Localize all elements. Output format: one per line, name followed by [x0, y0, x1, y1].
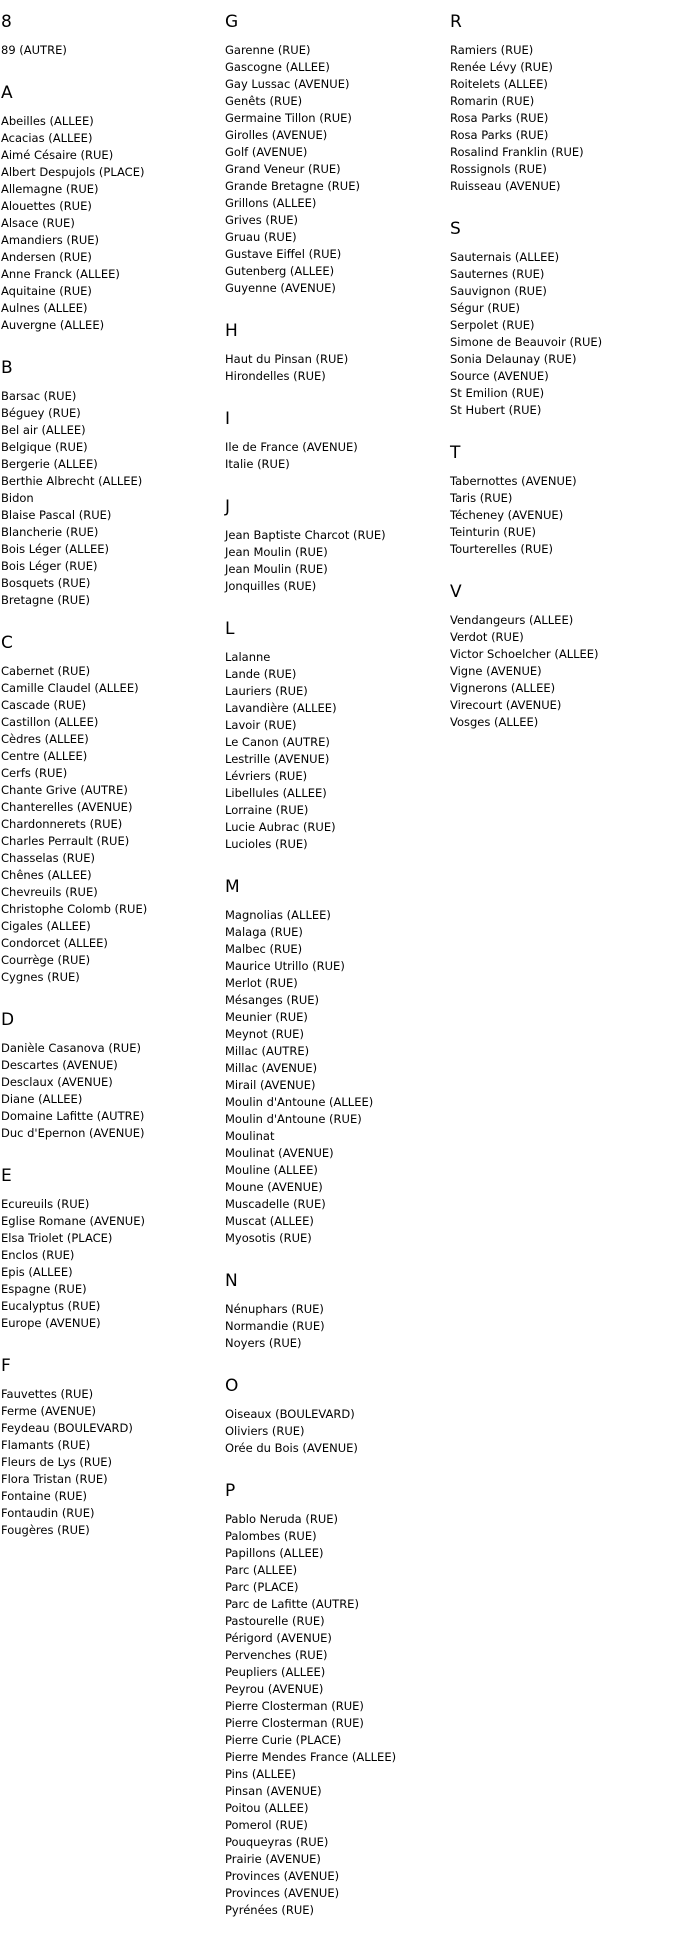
street-entry: Castillon (ALLEE): [1, 715, 99, 729]
street-entry: Vigne (AVENUE): [450, 664, 542, 678]
street-entry: Cygnes (RUE): [1, 970, 80, 984]
street-entry: Oiseaux (BOULEVARD): [225, 1407, 355, 1421]
street-entry: Elsa Triolet (PLACE): [1, 1231, 113, 1245]
street-entry: Girolles (AVENUE): [225, 128, 328, 142]
street-entry: Lorraine (RUE): [225, 803, 309, 817]
street-entry: Pinsan (AVENUE): [225, 1784, 322, 1798]
street-entry: Meunier (RUE): [225, 1010, 308, 1024]
letter-section: [1, 358, 221, 609]
street-entry: Prairie (AVENUE): [225, 1852, 321, 1866]
street-entry: Cascade (RUE): [1, 698, 87, 712]
street-entry: Sonia Delaunay (RUE): [450, 352, 577, 366]
street-entry: Duc d'Epernon (AVENUE): [1, 1126, 145, 1140]
street-entry: Mirail (AVENUE): [225, 1078, 316, 1092]
street-entry: Ferme (AVENUE): [1, 1404, 97, 1418]
street-entry: Bois Léger (RUE): [1, 559, 98, 573]
street-entry: Cerfs (RUE): [1, 766, 68, 780]
street-entry: Meynot (RUE): [225, 1027, 304, 1041]
street-entry: Le Canon (AUTRE): [225, 735, 330, 749]
street-entry: Germaine Tillon (RUE): [225, 111, 352, 125]
street-entry: Rossignols (RUE): [450, 162, 547, 176]
street-entry: Camille Claudel (ALLEE): [1, 681, 139, 695]
letter-section: [225, 321, 445, 385]
street-entry: Myosotis (RUE): [225, 1231, 312, 1245]
street-entry: Fougères (RUE): [1, 1523, 90, 1537]
section-letter-heading: D: [1, 1010, 15, 1030]
street-entry: Muscadelle (RUE): [225, 1197, 326, 1211]
street-entry: Berthie Albrecht (ALLEE): [1, 474, 143, 488]
section-letter-heading: O: [225, 1376, 239, 1396]
street-entry: Enclos (RUE): [1, 1248, 75, 1262]
street-entry: Jean Moulin (RUE): [225, 562, 328, 576]
street-entry: Source (AVENUE): [450, 369, 549, 383]
street-entry: Lavoir (RUE): [225, 718, 297, 732]
street-entry: Ile de France (AVENUE): [225, 440, 358, 454]
section-letter-heading: F: [1, 1356, 11, 1376]
section-letter-heading: 8: [1, 12, 12, 32]
street-entry: Pins (ALLEE): [225, 1767, 296, 1781]
street-entry: Pomerol (RUE): [225, 1818, 308, 1832]
street-entry: Garenne (RUE): [225, 43, 311, 57]
street-entry: Provinces (AVENUE): [225, 1869, 340, 1883]
street-entry: Grillons (ALLEE): [225, 196, 317, 210]
letter-section: [225, 1481, 445, 1919]
street-entry: Chasselas (RUE): [1, 851, 95, 865]
street-entry: Mésanges (RUE): [225, 993, 319, 1007]
street-entry: Ségur (RUE): [450, 301, 520, 315]
street-entry: Pierre Closterman (RUE): [225, 1699, 364, 1713]
letter-section: [225, 1271, 445, 1352]
street-entry: Aulnes (ALLEE): [1, 301, 88, 315]
street-entry: Lavandière (ALLEE): [225, 701, 337, 715]
street-entry: Chevreuils (RUE): [1, 885, 98, 899]
street-entry: Domaine Lafitte (AUTRE): [1, 1109, 145, 1123]
street-entry: Blancherie (RUE): [1, 525, 99, 539]
street-entry: Tourterelles (RUE): [450, 542, 554, 556]
street-entry: Béguey (RUE): [1, 406, 81, 420]
street-entry: Sauternais (ALLEE): [450, 250, 560, 264]
street-entry: Cigales (ALLEE): [1, 919, 91, 933]
street-entry: Noyers (RUE): [225, 1336, 302, 1350]
letter-section: [225, 877, 445, 1247]
street-entry: Moulinat (AVENUE): [225, 1146, 334, 1160]
street-entry: Normandie (RUE): [225, 1319, 325, 1333]
section-letter-heading: T: [450, 443, 461, 463]
street-entry: Chante Grive (AUTRE): [1, 783, 128, 797]
letter-section: [1, 83, 221, 334]
street-entry: St Emilion (RUE): [450, 386, 545, 400]
street-entry: Jonquilles (RUE): [225, 579, 317, 593]
street-entry: Andersen (RUE): [1, 250, 92, 264]
index-column-2: [225, 12, 445, 1943]
section-letter-heading: A: [1, 83, 13, 103]
street-entry: Epis (ALLEE): [1, 1265, 73, 1279]
street-entry: Eucalyptus (RUE): [1, 1299, 101, 1313]
street-entry: Pyrénées (RUE): [225, 1903, 315, 1917]
letter-section: [225, 1376, 445, 1457]
street-entry: Bosquets (RUE): [1, 576, 91, 590]
letter-section: [225, 12, 445, 297]
street-entry: Desclaux (AVENUE): [1, 1075, 113, 1089]
street-entry: Ruisseau (AVENUE): [450, 179, 561, 193]
street-entry: Teinturin (RUE): [450, 525, 536, 539]
street-entry: Victor Schoelcher (ALLEE): [450, 647, 599, 661]
street-entry: Belgique (RUE): [1, 440, 88, 454]
index-column-1: [1, 12, 221, 1563]
street-entry: Millac (AUTRE): [225, 1044, 310, 1058]
street-entry: Pervenches (RUE): [225, 1648, 328, 1662]
street-entry: Ecureuils (RUE): [1, 1197, 90, 1211]
street-entry: Auvergne (ALLEE): [1, 318, 105, 332]
street-entry: Feydeau (BOULEVARD): [1, 1421, 133, 1435]
street-entry: Mouline (ALLEE): [225, 1163, 318, 1177]
street-entry: Rosa Parks (RUE): [450, 128, 549, 142]
street-entry: Flamants (RUE): [1, 1438, 91, 1452]
street-entry: Sauvignon (RUE): [450, 284, 547, 298]
street-entry: Serpolet (RUE): [450, 318, 535, 332]
street-entry: Bretagne (RUE): [1, 593, 90, 607]
street-entry: Alsace (RUE): [1, 216, 75, 230]
street-entry: Virecourt (AVENUE): [450, 698, 562, 712]
street-entry: Maurice Utrillo (RUE): [225, 959, 345, 973]
street-entry: Charles Perrault (RUE): [1, 834, 130, 848]
street-entry: Périgord (AVENUE): [225, 1631, 332, 1645]
letter-section: [1, 12, 221, 59]
section-letter-heading: B: [1, 358, 13, 378]
letter-section: [225, 409, 445, 473]
street-entry: Danièle Casanova (RUE): [1, 1041, 141, 1055]
street-entry: Taris (RUE): [450, 491, 513, 505]
street-entry: Gay Lussac (AVENUE): [225, 77, 350, 91]
street-entry: Muscat (ALLEE): [225, 1214, 314, 1228]
street-entry: Acacias (ALLEE): [1, 131, 93, 145]
street-entry: St Hubert (RUE): [450, 403, 542, 417]
street-entry: Haut du Pinsan (RUE): [225, 352, 349, 366]
street-entry: Lucioles (RUE): [225, 837, 308, 851]
street-entry: Pablo Neruda (RUE): [225, 1512, 338, 1526]
street-entry: Parc de Lafitte (AUTRE): [225, 1597, 359, 1611]
street-entry: Chardonnerets (RUE): [1, 817, 123, 831]
section-letter-heading: H: [225, 321, 238, 341]
street-entry: Gascogne (ALLEE): [225, 60, 330, 74]
section-letter-heading: M: [225, 877, 240, 897]
street-entry: Gruau (RUE): [225, 230, 297, 244]
street-entry: Espagne (RUE): [1, 1282, 87, 1296]
street-entry: Alouettes (RUE): [1, 199, 92, 213]
street-entry: 89 (AUTRE): [1, 43, 67, 57]
letter-section: [225, 497, 445, 595]
street-entry: Simone de Beauvoir (RUE): [450, 335, 603, 349]
letter-section: [450, 12, 670, 195]
street-entry: Cabernet (RUE): [1, 664, 91, 678]
street-entry: Tabernottes (AVENUE): [450, 474, 577, 488]
street-entry: Pierre Curie (PLACE): [225, 1733, 342, 1747]
street-entry: Abeilles (ALLEE): [1, 114, 94, 128]
street-entry: Grande Bretagne (RUE): [225, 179, 360, 193]
street-entry: Bois Léger (ALLEE): [1, 542, 109, 556]
street-entry: Grand Veneur (RUE): [225, 162, 341, 176]
street-entry: Anne Franck (ALLEE): [1, 267, 120, 281]
street-entry: Gustave Eiffel (RUE): [225, 247, 342, 261]
street-entry: Peyrou (AVENUE): [225, 1682, 324, 1696]
street-entry: Pierre Closterman (RUE): [225, 1716, 364, 1730]
street-entry: Bidon: [1, 491, 34, 505]
street-entry: Sauternes (RUE): [450, 267, 545, 281]
street-entry: Lalanne: [225, 650, 271, 664]
street-entry: Nénuphars (RUE): [225, 1302, 324, 1316]
street-entry: Gutenberg (ALLEE): [225, 264, 335, 278]
street-entry: Flora Tristan (RUE): [1, 1472, 108, 1486]
section-letter-heading: S: [450, 219, 461, 239]
street-entry: Pastourelle (RUE): [225, 1614, 325, 1628]
street-entry: Cèdres (ALLEE): [1, 732, 89, 746]
street-entry: Vosges (ALLEE): [450, 715, 539, 729]
street-entry: Lestrille (AVENUE): [225, 752, 330, 766]
street-entry: Rosa Parks (RUE): [450, 111, 549, 125]
street-entry: Pouqueyras (RUE): [225, 1835, 329, 1849]
letter-section: [1, 1166, 221, 1332]
street-entry: Poitou (ALLEE): [225, 1801, 309, 1815]
section-letter-heading: R: [450, 12, 462, 32]
index-column-3: [450, 12, 670, 755]
letter-section: [450, 582, 670, 731]
street-entry: Albert Despujols (PLACE): [1, 165, 145, 179]
street-entry: Moulin d'Antoune (ALLEE): [225, 1095, 374, 1109]
street-entry: Magnolias (ALLEE): [225, 908, 331, 922]
street-entry: Descartes (AVENUE): [1, 1058, 118, 1072]
street-entry: Merlot (RUE): [225, 976, 298, 990]
street-entry: Barsac (RUE): [1, 389, 77, 403]
street-entry: Grives (RUE): [225, 213, 299, 227]
street-entry: Diane (ALLEE): [1, 1092, 83, 1106]
section-letter-heading: I: [225, 409, 231, 429]
section-letter-heading: V: [450, 582, 462, 602]
street-entry: Italie (RUE): [225, 457, 290, 471]
street-entry: Técheney (AVENUE): [450, 508, 564, 522]
letter-section: [450, 219, 670, 419]
street-entry: Parc (PLACE): [225, 1580, 299, 1594]
street-entry: Libellules (ALLEE): [225, 786, 327, 800]
street-entry: Christophe Colomb (RUE): [1, 902, 148, 916]
street-entry: Ramiers (RUE): [450, 43, 534, 57]
street-entry: Courrège (RUE): [1, 953, 91, 967]
street-entry: Papillons (ALLEE): [225, 1546, 324, 1560]
section-letter-heading: G: [225, 12, 239, 32]
street-entry: Bel air (ALLEE): [1, 423, 86, 437]
street-entry: Aquitaine (RUE): [1, 284, 92, 298]
street-entry: Allemagne (RUE): [1, 182, 99, 196]
street-entry: Golf (AVENUE): [225, 145, 308, 159]
street-entry: Pierre Mendes France (ALLEE): [225, 1750, 397, 1764]
street-entry: Aimé Césaire (RUE): [1, 148, 114, 162]
letter-section: [1, 1356, 221, 1539]
street-entry: Malaga (RUE): [225, 925, 303, 939]
street-entry: Eglise Romane (AVENUE): [1, 1214, 145, 1228]
street-entry: Genêts (RUE): [225, 94, 303, 108]
street-entry: Moulin d'Antoune (RUE): [225, 1112, 362, 1126]
section-letter-heading: J: [225, 497, 231, 517]
street-entry: Lucie Aubrac (RUE): [225, 820, 336, 834]
street-entry: Chanterelles (AVENUE): [1, 800, 133, 814]
street-entry: Hirondelles (RUE): [225, 369, 326, 383]
letter-section: [1, 1010, 221, 1142]
street-entry: Vendangeurs (ALLEE): [450, 613, 574, 627]
street-entry: Roitelets (ALLEE): [450, 77, 548, 91]
street-entry: Orée du Bois (AVENUE): [225, 1441, 358, 1455]
street-entry: Rosalind Franklin (RUE): [450, 145, 584, 159]
street-entry: Lévriers (RUE): [225, 769, 308, 783]
section-letter-heading: P: [225, 1481, 236, 1501]
street-entry: Renée Lévy (RUE): [450, 60, 553, 74]
letter-section: [1, 633, 221, 986]
section-letter-heading: E: [1, 1166, 12, 1186]
street-entry: Parc (ALLEE): [225, 1563, 298, 1577]
street-entry: Jean Baptiste Charcot (RUE): [225, 528, 386, 542]
street-entry: Fleurs de Lys (RUE): [1, 1455, 113, 1469]
street-entry: Centre (ALLEE): [1, 749, 88, 763]
street-entry: Jean Moulin (RUE): [225, 545, 328, 559]
street-entry: Europe (AVENUE): [1, 1316, 101, 1330]
section-letter-heading: L: [225, 619, 235, 639]
street-entry: Bergerie (ALLEE): [1, 457, 98, 471]
letter-section: [225, 619, 445, 853]
street-entry: Condorcet (ALLEE): [1, 936, 108, 950]
street-entry: Moune (AVENUE): [225, 1180, 323, 1194]
street-entry: Oliviers (RUE): [225, 1424, 305, 1438]
street-entry: Blaise Pascal (RUE): [1, 508, 112, 522]
section-letter-heading: C: [1, 633, 13, 653]
street-entry: Amandiers (RUE): [1, 233, 99, 247]
street-entry: Lauriers (RUE): [225, 684, 308, 698]
street-entry: Fontaudin (RUE): [1, 1506, 95, 1520]
street-entry: Palombes (RUE): [225, 1529, 317, 1543]
street-entry: Lande (RUE): [225, 667, 297, 681]
street-entry: Moulinat: [225, 1129, 275, 1143]
street-entry: Peupliers (ALLEE): [225, 1665, 326, 1679]
street-entry: Millac (AVENUE): [225, 1061, 318, 1075]
street-entry: Provinces (AVENUE): [225, 1886, 340, 1900]
street-entry: Verdot (RUE): [450, 630, 524, 644]
street-entry: Fontaine (RUE): [1, 1489, 87, 1503]
street-entry: Guyenne (AVENUE): [225, 281, 336, 295]
street-entry: Vignerons (ALLEE): [450, 681, 556, 695]
letter-section: [450, 443, 670, 558]
street-entry: Romarin (RUE): [450, 94, 535, 108]
street-entry: Chênes (ALLEE): [1, 868, 92, 882]
section-letter-heading: N: [225, 1271, 238, 1291]
street-entry: Fauvettes (RUE): [1, 1387, 94, 1401]
street-entry: Malbec (RUE): [225, 942, 303, 956]
